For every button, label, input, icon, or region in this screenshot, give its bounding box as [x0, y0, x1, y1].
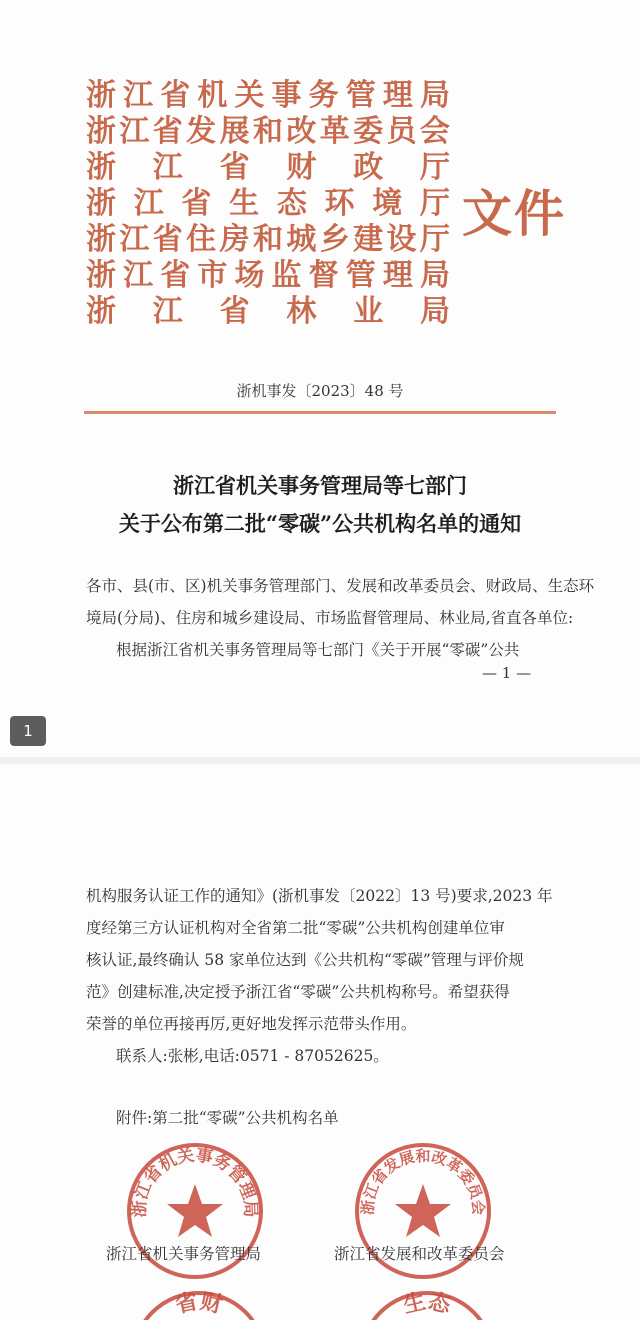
- issuer-row: [86, 222, 450, 258]
- body-line: 度经第三方认证机构对全省第二批“零碳”公共机构创建单位审: [86, 919, 505, 937]
- issuer-char: 员: [386, 114, 417, 149]
- official-seal-3: [128, 1288, 270, 1320]
- issuer-char: 展: [219, 114, 250, 149]
- issuer-char: 理: [382, 258, 413, 293]
- issuer-char: 委: [353, 114, 384, 149]
- issuer-char: 省: [160, 258, 191, 293]
- issuer-char: 发: [186, 114, 217, 149]
- issuer-char: 江: [152, 150, 183, 185]
- signature-agency-1: 浙江省机关事务管理局: [106, 1245, 262, 1263]
- issuer-char: 设: [386, 222, 417, 257]
- issuer-char: 生: [229, 186, 260, 221]
- issuer-char: 革: [319, 114, 350, 149]
- issuer-char: 监: [271, 258, 302, 293]
- issuer-char: 建: [353, 222, 384, 257]
- document-page-2: [0, 764, 640, 1320]
- issuer-char: 厅: [419, 186, 450, 221]
- issuer-char: 江: [133, 186, 164, 221]
- issuer-char: 浙: [86, 222, 116, 257]
- title-line-2: 关于公布第二批“零碳”公共机构名单的通知: [118, 511, 522, 536]
- issuer-row: [86, 150, 450, 186]
- issuer-char: 环: [324, 186, 355, 221]
- addressee-line-2: 境局(分局)、住房和城乡建设局、市场监督管理局、林业局,省直各单位:: [86, 609, 574, 627]
- svg-text:浙江省发展和改革委员会: 浙江省发展和改革委员会: [358, 1146, 488, 1216]
- issuer-char: 江: [123, 78, 154, 113]
- svg-text:省财: 省财: [173, 1288, 225, 1319]
- issuer-char: 场: [234, 258, 265, 293]
- issuer-char: 改: [286, 114, 317, 149]
- document-type-label: 文件: [462, 184, 566, 243]
- page-number: — 1 —: [482, 664, 532, 682]
- issuer-char: 林: [286, 294, 317, 329]
- issuer-char: 厅: [419, 150, 450, 185]
- issuer-row: [86, 186, 450, 222]
- issuer-char: 市: [197, 258, 228, 293]
- contact-line: 联系人:张彬,电话:0571 - 87052625。: [116, 1047, 389, 1065]
- issuer-char: 和: [252, 114, 283, 149]
- signature-agency-2: 浙江省发展和改革委员会: [334, 1245, 505, 1263]
- issuer-char: 和: [252, 222, 283, 257]
- issuer-char: 机: [197, 78, 228, 113]
- body-line: 荣誉的单位再接再厉,更好地发挥示范带头作用。: [86, 1015, 417, 1033]
- issuer-char: 局: [419, 78, 450, 113]
- issuer-char: 业: [353, 294, 384, 329]
- issuer-char: 浙: [86, 294, 116, 329]
- issuer-char: 浙: [86, 114, 116, 149]
- issuer-char: 住: [186, 222, 217, 257]
- issuer-char: 督: [308, 258, 339, 293]
- issuer-char: 务: [308, 78, 339, 113]
- issuer-char: 浙: [86, 78, 116, 113]
- issuer-char: 江: [152, 294, 183, 329]
- issuer-char: 境: [372, 186, 403, 221]
- svg-text:浙江省机关事务管理局: 浙江省机关事务管理局: [129, 1145, 261, 1218]
- issuer-char: 政: [353, 150, 384, 185]
- issuer-char: 房: [219, 222, 250, 257]
- attachment-line: 附件:第二批“零碳”公共机构名单: [116, 1109, 339, 1127]
- issuing-agencies: [86, 78, 450, 330]
- issuer-char: 省: [219, 150, 250, 185]
- issuer-char: 管: [345, 78, 376, 113]
- issuer-char: 浙: [86, 186, 116, 221]
- issuer-char: 浙: [86, 150, 116, 185]
- body-line: 核认证,最终确认 58 家单位达到《公共机构“零碳”管理与评价规: [86, 951, 524, 969]
- issuer-char: 关: [234, 78, 265, 113]
- issuer-char: 管: [345, 258, 376, 293]
- issuer-char: 事: [271, 78, 302, 113]
- official-seal-4: [356, 1288, 498, 1320]
- issuer-char: 厅: [419, 222, 450, 257]
- addressee-line-1: 各市、县(市、区)机关事务管理部门、发展和改革委员会、财政局、生态环: [86, 577, 595, 595]
- body-line: 机构服务认证工作的通知》(浙机事发〔2022〕13 号)要求,2023 年: [86, 887, 553, 905]
- svg-text:生态: 生态: [401, 1288, 453, 1319]
- title-line-1: 浙江省机关事务管理局等七部门: [173, 473, 467, 498]
- issuer-char: 理: [382, 78, 413, 113]
- issuer-char: 省: [160, 78, 191, 113]
- issuer-char: 浙: [86, 258, 116, 293]
- issuer-row: [86, 294, 450, 330]
- issuer-row: [86, 114, 450, 150]
- issuer-char: 省: [219, 294, 250, 329]
- issuer-char: 省: [152, 114, 183, 149]
- issuer-char: 乡: [319, 222, 350, 257]
- issuer-char: 江: [119, 114, 150, 149]
- issuer-char: 江: [119, 222, 150, 257]
- issuer-row: [86, 78, 450, 114]
- red-header-divider: [84, 411, 556, 414]
- body-line: 范》创建标准,决定授予浙江省“零碳”公共机构称号。希望获得: [86, 983, 510, 1001]
- issuer-char: 财: [286, 150, 317, 185]
- issuer-char: 会: [419, 114, 450, 149]
- issuer-char: 省: [181, 186, 212, 221]
- issuer-char: 省: [152, 222, 183, 257]
- body-paragraph-start: 根据浙江省机关事务管理局等七部门《关于开展“零碳”公共: [116, 641, 520, 659]
- document-number: 浙机事发〔2023〕48 号: [236, 382, 404, 400]
- issuer-char: 城: [286, 222, 317, 257]
- issuer-char: 局: [419, 258, 450, 293]
- issuer-char: 态: [276, 186, 307, 221]
- issuer-row: [86, 258, 450, 294]
- issuer-char: 江: [123, 258, 154, 293]
- issuer-char: 局: [419, 294, 450, 329]
- page-indicator-badge[interactable]: 1: [10, 716, 46, 746]
